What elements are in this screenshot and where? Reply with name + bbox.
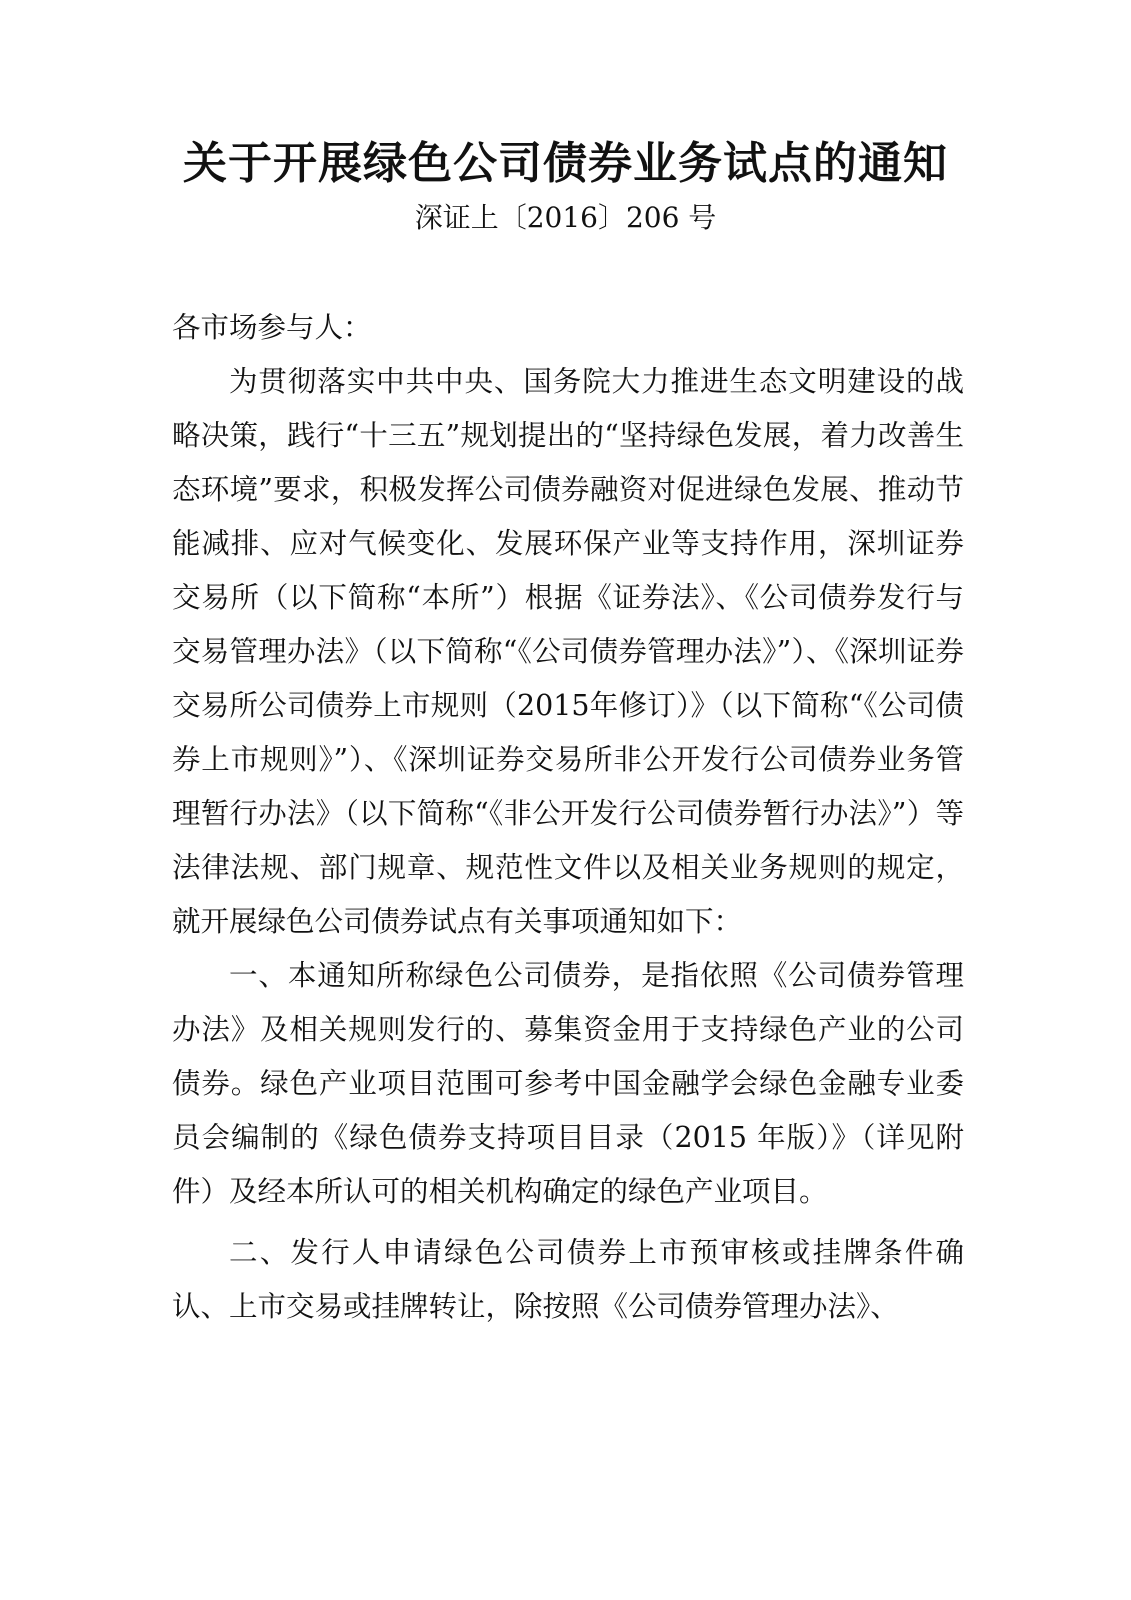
paragraph-intro: 为贯彻落实中共中央、国务院大力推进生态文明建设的战略决策，践行“十三五”规划提出的“坚持绿色发展，着力改善生态环境”要求，积极发挥公司债券融资对促进绿色发展、推动节能减排、应对气候变化、发展环保产业等支持作用，深圳证券交易所（以下简称“本所”）根据《证券法》、《公司债券发行与交易管理办法》（以下简称“《公司债券管理办法》”）、《深圳证券交易所公司债券上市规则（2015年修订）》（以下简称“《公司债券上市规则》”）、《深圳证券交易所非公开发行公司债券业务管理暂行办法》（以下简称“《非公开发行公司债券暂行办法》”）等法律法规、部门规章、规范性文件以及相关业务规则的规定，就开展绿色公司债券试点有关事项通知如下： bbox=[172, 365, 964, 938]
salutation: 各市场参与人： bbox=[172, 311, 372, 344]
document-title: 关于开展绿色公司债券业务试点的通知 bbox=[183, 138, 948, 189]
document-body bbox=[172, 301, 964, 1334]
paragraph-item-2: 二、发行人申请绿色公司债券上市预审核或挂牌条件确认、上市交易或挂牌转让，除按照《公司债券管理办法》、 bbox=[172, 1236, 964, 1323]
document-number: 深证上〔2016〕206 号 bbox=[414, 201, 717, 234]
paragraph-item-1: 一、本通知所称绿色公司债券，是指依照《公司债券管理办法》及相关规则发行的、募集资金用于支持绿色产业的公司债券。绿色产业项目范围可参考中国金融学会绿色金融专业委员会编制的《绿色债券支持项目目录（2015 年版）》（详见附件）及经本所认可的相关机构确定的绿色产业项目。 bbox=[172, 959, 964, 1208]
